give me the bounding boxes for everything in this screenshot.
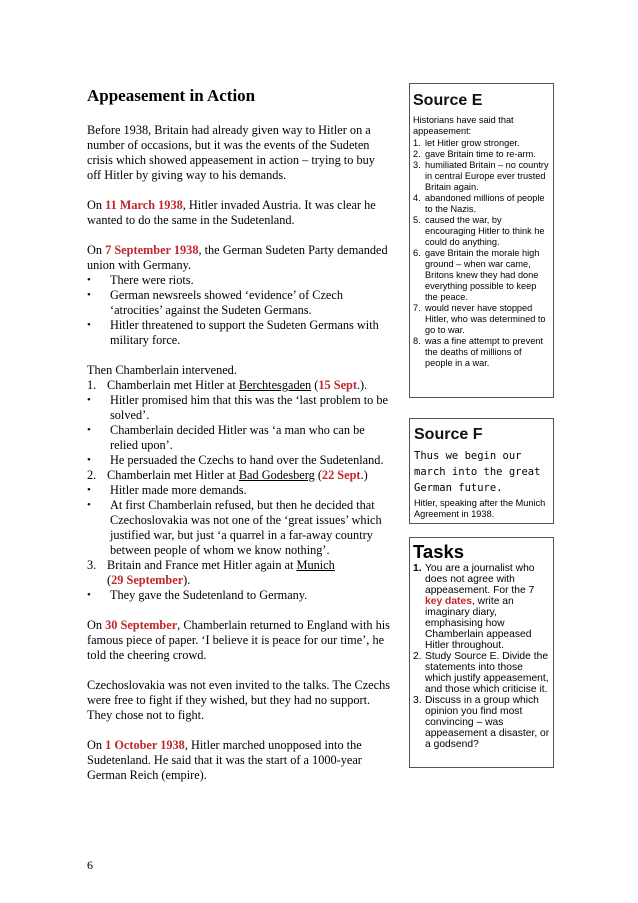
source-f-quote: Thus we begin our march into the great German future. xyxy=(414,450,541,494)
list-item: 4. abandoned millions of people to the Nazis. xyxy=(413,193,545,214)
key-dates-highlight: key dates xyxy=(425,596,472,607)
tasks-heading: Tasks xyxy=(413,541,465,562)
place-name: Berchtesgaden xyxy=(238,378,312,392)
source-e-heading: Source E xyxy=(413,92,483,109)
source-e-intro: Historians have said that appeasement: xyxy=(413,115,514,136)
source-f-attribution: Hitler, speaking after the Munich Agreement in 1938. xyxy=(414,498,546,519)
source-e-box xyxy=(409,83,554,398)
list-item: 7. would never have stopped Hitler, who was determined to go to war. xyxy=(413,303,546,335)
task-item: 2. Study Source E. Divide the statements into those which justify appeasement, and those which criticise it. xyxy=(413,651,549,695)
place-name: Bad Godesberg xyxy=(238,468,315,482)
bullet-item: • German newsreels showed ‘evidence’ of Czech ‘atrocities’ against the Sudeten Germans. xyxy=(87,288,343,317)
return-paragraph: On 30 September, Chamberlain returned to England with his famous piece of paper. ‘I believe it is peace for our time’, he told the cheering crowd. xyxy=(87,618,390,662)
bullet-item: • Hitler made more demands. xyxy=(87,483,247,497)
numbered-item: 2. Chamberlain met Hitler at Bad Godesberg (22 Sept.) xyxy=(87,468,368,482)
numbered-item: 3. Britain and France met Hitler again at Munich (29 September). xyxy=(87,558,335,587)
list-item: 5. caused the war, by encouraging Hitler to think he could do anything. xyxy=(413,215,545,247)
austria-paragraph: On 11 March 1938, Hitler invaded Austria. It was clear he wanted to do the same in the Sudetenland. xyxy=(87,198,376,227)
task-item: 3. Discuss in a group which opinion you find most convincing – was appeasement a disaster, or a godsend? xyxy=(413,695,550,750)
czech-paragraph: Czechoslovakia was not even invited to the talks. The Czechs were free to fight if they wished, but they had no support. They chose not to fight. xyxy=(87,678,391,722)
bullet-item: • They gave the Sudetenland to Germany. xyxy=(87,588,308,602)
key-date: 22 Sept xyxy=(321,468,361,482)
bullet-item: • Hitler threatened to support the Sudeten Germans with military force. xyxy=(87,318,379,347)
bullet-item: • There were riots. xyxy=(87,273,194,287)
list-item: 6. gave Britain the morale high ground – when war came, Britons knew they had done everything possible to keep the peace. xyxy=(413,248,540,302)
tasks-list xyxy=(410,563,553,750)
page-title: Appeasement in Action xyxy=(87,86,256,105)
key-date: 30 September xyxy=(105,618,178,632)
bullet-item: • Chamberlain decided Hitler was ‘a man who can be relied upon’. xyxy=(87,423,365,452)
key-date: 11 March 1938 xyxy=(105,198,183,212)
key-date: 29 September xyxy=(111,573,184,587)
page-number: 6 xyxy=(87,858,93,872)
source-e-list xyxy=(410,138,553,369)
place-name: Munich xyxy=(296,558,335,572)
list-item: 3. humiliated Britain – no country in central Europe ever trusted Britain again. xyxy=(413,160,549,192)
key-date: 15 Sept xyxy=(318,378,357,392)
key-date: 7 September 1938 xyxy=(105,243,199,257)
list-item: 1. let Hitler grow stronger. xyxy=(413,138,520,148)
sudeten-paragraph: On 7 September 1938, the German Sudeten Party demanded union with Germany. xyxy=(87,243,388,272)
main-article xyxy=(87,86,392,783)
numbered-item: 1. Chamberlain met Hitler at Berchtesgaden (15 Sept.). xyxy=(87,378,368,392)
tasks-box xyxy=(409,537,554,768)
key-date: 1 October 1938 xyxy=(105,738,185,752)
list-item: 8. was a fine attempt to prevent the deaths of millions of people in a war. xyxy=(413,336,543,368)
bullet-item: • Hitler promised him that this was the ‘last problem to be solved’. xyxy=(87,393,388,422)
occupation-paragraph: On 1 October 1938, Hitler marched unopposed into the Sudetenland. He said that it was the start of a 1000-year German Reich (empire). xyxy=(87,738,362,782)
source-f-box xyxy=(409,418,554,524)
bullet-item: • He persuaded the Czechs to hand over the Sudetenland. xyxy=(87,453,384,467)
intro-paragraph: Before 1938, Britain had already given way to Hitler on a number of occasions, but it was the events of the Sudeten crisis which showed appeasement in action – trying to buy off Hitler by giving way to his demands. xyxy=(87,123,375,182)
source-f-heading: Source F xyxy=(414,426,483,443)
chamberlain-paragraph: Then Chamberlain intervened. xyxy=(87,363,237,377)
bullet-item: • At first Chamberlain refused, but then he decided that Czechoslovakia was not one of the ‘great issues’ which justified war, but just ‘a quarrel in a far-away country between people of whom we know nothing’. xyxy=(87,498,382,557)
task-item: 1. You are a journalist who does not agree with appeasement. For the 7 key dates, write an imaginary diary, emphasising how Chamberlain appeased Hitler throughout. xyxy=(413,563,535,651)
list-item: 2. gave Britain time to re-arm. xyxy=(413,149,536,159)
